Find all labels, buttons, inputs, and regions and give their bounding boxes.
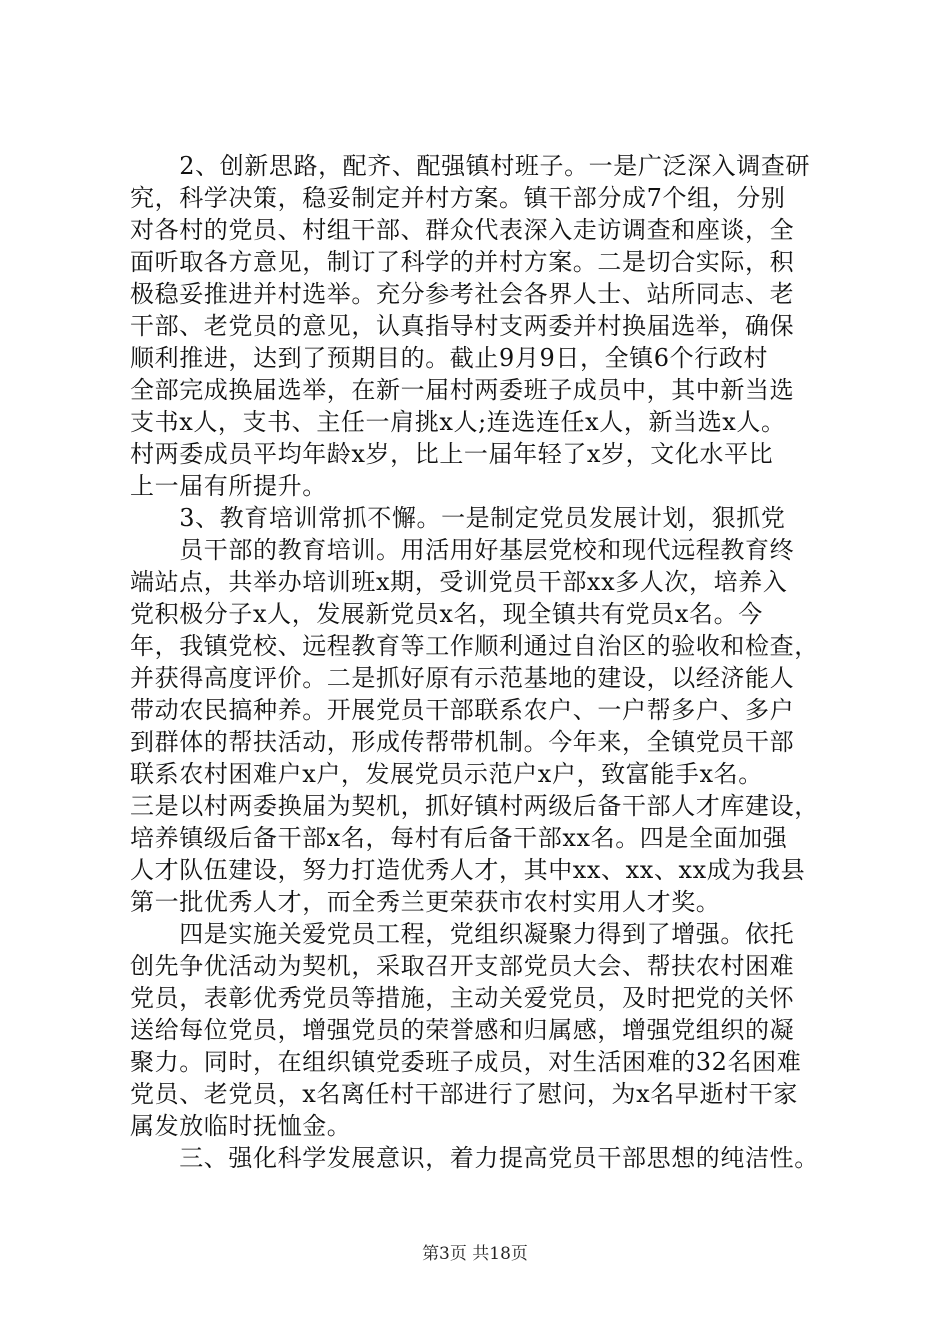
text-line: 到群体的帮扶活动，形成传帮带机制。今年来，全镇党员干部	[130, 728, 795, 756]
text-line: 三、强化科学发展意识，着力提高党员干部思想的纯洁性。	[130, 1144, 819, 1172]
text-line: 3、教育培训常抓不懈。一是制定党员发展计划，狠抓党	[130, 504, 786, 532]
text-line: 三是以村两委换届为契机，抓好镇村两级后备干部人才库建设，	[130, 792, 819, 820]
text-line: 2、创新思路，配齐、配强镇村班子。一是广泛深入调查研	[130, 152, 811, 180]
text-line: 联系农村困难户x户，发展党员示范户x户，致富能手x名。	[130, 760, 763, 788]
text-line: 第一批优秀人才，而全秀兰更荣获市农村实用人才奖。	[130, 888, 721, 916]
text-line: 聚力。同时，在组织镇党委班子成员，对生活困难的32名困难	[130, 1048, 802, 1076]
text-line: 四是实施关爱党员工程，党组织凝聚力得到了增强。依托	[130, 920, 795, 948]
text-line: 年，我镇党校、远程教育等工作顺利通过自治区的验收和检查，	[130, 632, 819, 660]
text-line: 支书x人，支书、主任一肩挑x人;连选连任x人，新当选x人。	[130, 408, 786, 436]
text-line: 端站点，共举办培训班x期，受训党员干部xx多人次，培养入	[130, 568, 788, 596]
text-line: 属发放临时抚恤金。	[130, 1112, 352, 1140]
text-line: 村两委成员平均年龄x岁，比上一届年轻了x岁，文化水平比	[130, 440, 774, 468]
text-line: 带动农民搞种养。开展党员干部联系农户、一户帮多户、多户	[130, 696, 795, 724]
text-line: 党员，表彰优秀党员等措施，主动关爱党员，及时把党的关怀	[130, 984, 795, 1012]
text-line: 送给每位党员，增强党员的荣誉感和归属感，增强党组织的凝	[130, 1016, 795, 1044]
text-line: 极稳妥推进并村选举。充分参考社会各界人士、站所同志、老	[130, 280, 795, 308]
text-line: 干部、老党员的意见，认真指导村支两委并村换届选举，确保	[130, 312, 795, 340]
text-line: 培养镇级后备干部x名，每村有后备干部xx名。四是全面加强	[130, 824, 788, 852]
text-line: 究，科学决策，稳妥制定并村方案。镇干部分成7个组，分别	[130, 184, 786, 212]
text-line: 面听取各方意见，制订了科学的并村方案。二是切合实际，积	[130, 248, 795, 276]
text-line: 并获得高度评价。二是抓好原有示范基地的建设，以经济能人	[130, 664, 795, 692]
text-line: 人才队伍建设，努力打造优秀人才，其中xx、xx、xx成为我县	[130, 856, 806, 884]
page-footer: 第3页 共18页	[422, 1244, 528, 1264]
text-line: 全部完成换届选举，在新一届村两委班子成员中，其中新当选	[130, 376, 795, 404]
text-line: 党员、老党员，x名离任村干部进行了慰问，为x名早逝村干家	[130, 1080, 798, 1108]
text-line: 创先争优活动为契机，采取召开支部党员大会、帮扶农村困难	[130, 952, 795, 980]
text-line: 员干部的教育培训。用活用好基层党校和现代远程教育终	[130, 536, 795, 564]
text-line: 顺利推进，达到了预期目的。截止9月9日，全镇6个行政村	[130, 344, 769, 372]
text-line: 党积极分子x人，发展新党员x名，现全镇共有党员x名。今	[130, 600, 763, 628]
text-line: 对各村的党员、村组干部、群众代表深入走访调查和座谈，全	[130, 216, 795, 244]
text-line: 上一届有所提升。	[130, 472, 327, 500]
